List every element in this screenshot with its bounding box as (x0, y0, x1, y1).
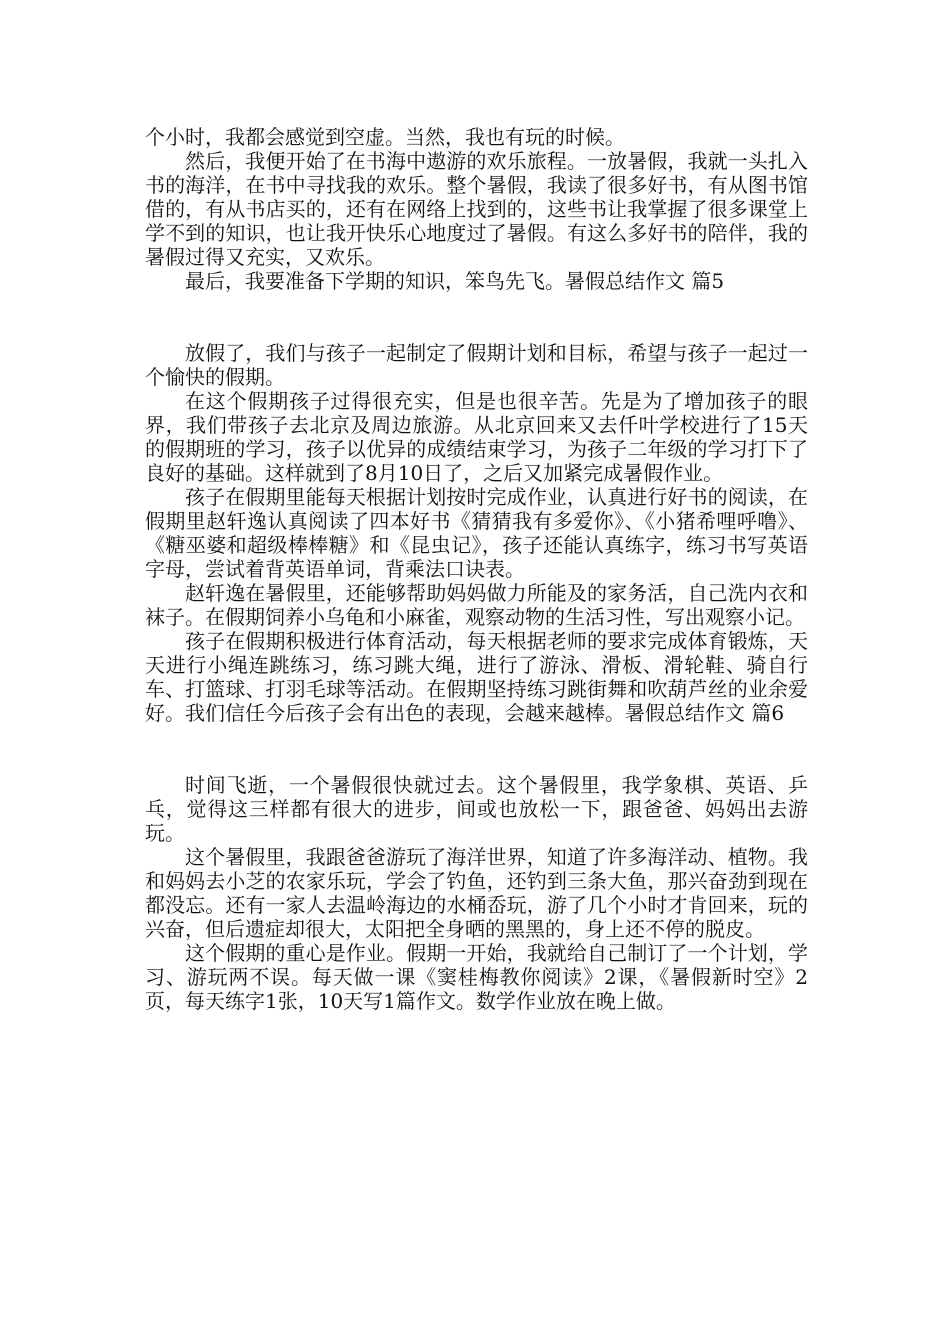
section-spacer (145, 725, 808, 773)
paragraph: 放假了，我们与孩子一起制定了假期计划和目标，希望与孩子一起过一个愉快的假期。 (145, 341, 808, 389)
section-spacer (145, 293, 808, 341)
paragraph-with-section-heading: 孩子在假期积极进行体育活动，每天根据老师的要求完成体育锻炼，天天进行小绳连跳练习，练习跳大绳，进行了游泳、滑板、滑轮鞋、骑自行车、打篮球、打羽毛球等活动。在假期坚持练习跳街舞和吹葫芦丝的业余爱好。我们信任今后孩子会有出色的表现，会越来越棒。暑假总结作文 篇6 (145, 629, 808, 725)
paragraph: 赵轩逸在暑假里，还能够帮助妈妈做力所能及的家务活，自己洗内衣和袜子。在假期饲养小乌龟和小麻雀，观察动物的生活习性，写出观察小记。 (145, 581, 808, 629)
paragraph: 孩子在假期里能每天根据计划按时完成作业，认真进行好书的阅读，在假期里赵轩逸认真阅读了四本好书《猜猜我有多爱你》、《小猪希哩呼噜》、《糖巫婆和超级棒棒糖》和《昆虫记》，孩子还能认真练字，练习书写英语字母，尝试着背英语单词，背乘法口诀表。 (145, 485, 808, 581)
document-body (145, 125, 808, 1013)
paragraph: 然后，我便开始了在书海中遨游的欢乐旅程。一放暑假，我就一头扎入书的海洋，在书中寻找我的欢乐。整个暑假，我读了很多好书，有从图书馆借的，有从书店买的，还有在网络上找到的，这些书让我掌握了很多课堂上学不到的知识，也让我开快乐心地度过了暑假。有这么多好书的陪伴，我的暑假过得又充实，又欢乐。 (145, 149, 808, 269)
paragraph: 时间飞逝，一个暑假很快就过去。这个暑假里，我学象棋、英语、乒乓，觉得这三样都有很大的进步，间或也放松一下，跟爸爸、妈妈出去游玩。 (145, 773, 808, 845)
paragraph: 这个暑假里，我跟爸爸游玩了海洋世界，知道了许多海洋动、植物。我和妈妈去小芝的农家乐玩，学会了钓鱼，还钓到三条大鱼，那兴奋劲到现在都没忘。还有一家人去温岭海边的水桶岙玩，游了几个小时才肯回来，玩的兴奋，但后遗症却很大，太阳把全身晒的黑黑的，身上还不停的脱皮。 (145, 845, 808, 941)
paragraph: 个小时，我都会感觉到空虚。当然，我也有玩的时候。 (145, 125, 625, 149)
paragraph-with-section-heading: 最后，我要准备下学期的知识，笨鸟先飞。暑假总结作文 篇5 (185, 269, 725, 293)
paragraph: 在这个假期孩子过得很充实，但是也很辛苦。先是为了增加孩子的眼界，我们带孩子去北京及周边旅游。从北京回来又去仟叶学校进行了15天的假期班的学习，孩子以优异的成绩结束学习，为孩子二年级的学习打下了良好的基础。这样就到了8月10日了，之后又加紧完成暑假作业。 (145, 389, 808, 485)
paragraph: 这个假期的重心是作业。假期一开始，我就给自己制订了一个计划，学习、游玩两不误。每天做一课《窦桂梅教你阅读》2课，《暑假新时空》2页，每天练字1张，10天写1篇作文。数学作业放在晚上做。 (145, 941, 808, 1013)
